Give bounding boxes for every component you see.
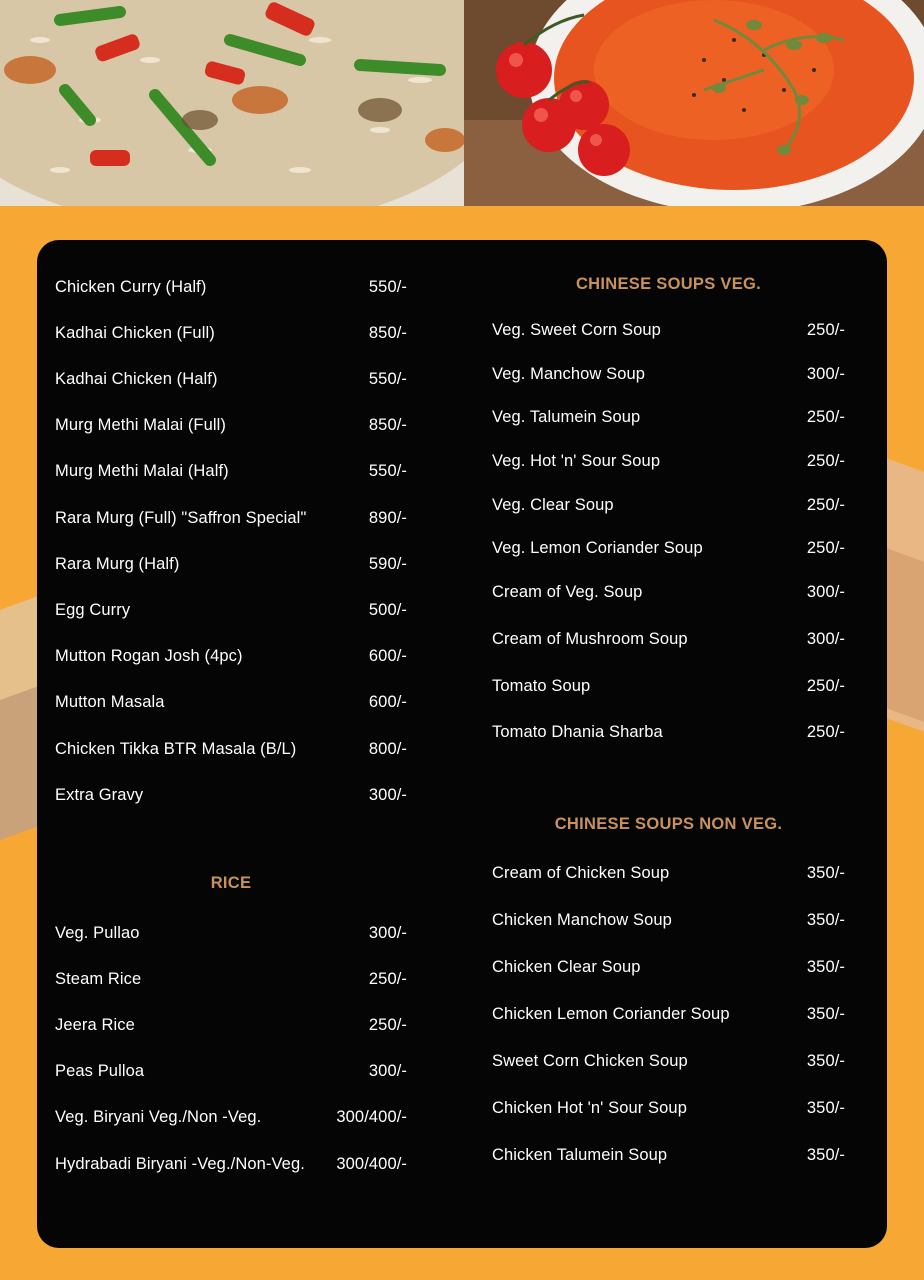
menu-item (492, 1093, 845, 1123)
menu-item-name: Veg. Pullao (55, 923, 140, 942)
menu-item-price: 250/- (806, 451, 845, 470)
menu-item (492, 315, 845, 345)
menu-item-price: 300/- (368, 1062, 407, 1081)
menu-item-price: 250/- (806, 538, 845, 557)
menu-item-price: 350/- (806, 1051, 845, 1070)
menu-item-price: 250/- (806, 320, 845, 339)
decorative-band (0, 595, 40, 844)
menu-item-price: 300/- (806, 629, 845, 648)
menu-item-name: Veg. Talumein Soup (492, 407, 641, 426)
menu-item-name: Kadhai Chicken (Half) (55, 369, 218, 388)
menu-item-name: Veg. Manchow Soup (492, 364, 646, 383)
menu-item-price: 350/- (806, 1098, 845, 1117)
menu-item (492, 858, 845, 888)
menu-item-name: Veg. Sweet Corn Soup (492, 320, 661, 339)
menu-item-price: 250/- (806, 495, 845, 514)
menu-item-price: 850/- (368, 323, 407, 342)
menu-item-name: Peas Pulloa (55, 1062, 145, 1081)
menu-item-name: Veg. Biryani Veg./Non -Veg. (55, 1108, 262, 1127)
menu-item-name: Chicken Curry (Half) (55, 277, 207, 296)
menu-item-name: Steam Rice (55, 969, 142, 988)
menu-item (55, 1010, 407, 1040)
menu-item (492, 1046, 845, 1076)
menu-item (55, 457, 407, 487)
menu-item-price: 250/- (806, 676, 845, 695)
menu-item-price: 890/- (368, 508, 407, 527)
menu-item-name: Veg. Lemon Coriander Soup (492, 538, 703, 557)
menu-item-price: 550/- (368, 369, 407, 388)
tomato-soup-photo (464, 0, 924, 206)
menu-item-price: 250/- (806, 407, 845, 426)
menu-item-price: 300/400/- (336, 1154, 407, 1173)
menu-item (55, 734, 407, 764)
menu-item-name: Chicken Manchow Soup (492, 910, 672, 929)
menu-item-name: Chicken Lemon Coriander Soup (492, 1004, 730, 1023)
menu-item (55, 318, 407, 348)
menu-item (492, 671, 845, 701)
menu-item (492, 402, 845, 432)
menu-item (492, 1140, 845, 1170)
menu-item (492, 952, 845, 982)
menu-item-price: 350/- (806, 863, 845, 882)
menu-item-name: Chicken Tikka BTR Masala (B/L) (55, 739, 297, 758)
menu-item (492, 624, 845, 654)
menu-item (55, 1149, 407, 1179)
menu-item-name: Sweet Corn Chicken Soup (492, 1051, 688, 1070)
menu-item (492, 359, 845, 389)
menu-item (55, 549, 407, 579)
menu-item-price: 350/- (806, 910, 845, 929)
fried-rice-photo (0, 0, 464, 206)
menu-item-price: 500/- (368, 600, 407, 619)
menu-item-price: 600/- (368, 693, 407, 712)
veg-soups-section-title: CHINESE SOUPS VEG. (575, 275, 762, 293)
menu-item (55, 503, 407, 533)
menu-item (492, 490, 845, 520)
menu-item-price: 350/- (806, 1004, 845, 1023)
menu-item (55, 411, 407, 441)
menu-item-name: Cream of Chicken Soup (492, 863, 670, 882)
menu-item (55, 1103, 407, 1133)
menu-item (55, 642, 407, 672)
menu-item-price: 600/- (368, 647, 407, 666)
menu-item-price: 300/- (368, 785, 407, 804)
menu-item-name: Mutton Rogan Josh (4pc) (55, 647, 243, 666)
menu-item-price: 800/- (368, 739, 407, 758)
menu-item-price: 300/- (368, 923, 407, 942)
decorative-band (0, 685, 40, 854)
menu-item-name: Murg Methi Malai (Full) (55, 416, 226, 435)
menu-item-name: Veg. Clear Soup (492, 495, 614, 514)
menu-item-name: Tomato Dhania Sharba (492, 722, 663, 741)
menu-item-price: 300/- (806, 364, 845, 383)
menu-item (492, 999, 845, 1029)
menu-item (55, 364, 407, 394)
menu-item-price: 550/- (368, 462, 407, 481)
menu-item-name: Chicken Hot 'n' Sour Soup (492, 1098, 687, 1117)
menu-item-name: Chicken Clear Soup (492, 957, 641, 976)
menu-panel (37, 240, 887, 1248)
menu-item-name: Cream of Veg. Soup (492, 582, 643, 601)
menu-item-price: 250/- (368, 1015, 407, 1034)
menu-item-name: Extra Gravy (55, 785, 144, 804)
nonveg-soups-section-title: CHINESE SOUPS NON VEG. (554, 815, 783, 833)
menu-item-price: 550/- (368, 277, 407, 296)
menu-item-price: 350/- (806, 957, 845, 976)
menu-item-name: Chicken Talumein Soup (492, 1145, 668, 1164)
menu-item (55, 964, 407, 994)
menu-item (55, 1057, 407, 1087)
menu-item (55, 688, 407, 718)
menu-item-price: 350/- (806, 1145, 845, 1164)
menu-item (492, 446, 845, 476)
menu-item-name: Rara Murg (Full) "Saffron Special" (55, 508, 307, 527)
menu-item-name: Egg Curry (55, 600, 131, 619)
menu-item (492, 905, 845, 935)
menu-item-price: 250/- (368, 969, 407, 988)
menu-item-name: Hydrabadi Biryani -Veg./Non-Veg. (55, 1154, 305, 1173)
menu-item (492, 717, 845, 747)
menu-item-name: Cream of Mushroom Soup (492, 629, 688, 648)
menu-item-name: Jeera Rice (55, 1015, 135, 1034)
menu-item-price: 850/- (368, 416, 407, 435)
menu-item-price: 300/- (806, 582, 845, 601)
menu-item-name: Kadhai Chicken (Full) (55, 323, 215, 342)
menu-item-name: Rara Murg (Half) (55, 554, 180, 573)
menu-item-name: Mutton Masala (55, 693, 165, 712)
menu-item (492, 533, 845, 563)
rice-section-title: RICE (210, 874, 252, 892)
menu-item-name: Tomato Soup (492, 676, 591, 695)
menu-item-name: Veg. Hot 'n' Sour Soup (492, 451, 661, 470)
menu-item-price: 590/- (368, 554, 407, 573)
menu-item-name: Murg Methi Malai (Half) (55, 462, 229, 481)
menu-item (492, 577, 845, 607)
menu-item (55, 780, 407, 810)
menu-item (55, 918, 407, 948)
menu-item (55, 272, 407, 302)
menu-item (55, 595, 407, 625)
menu-item-price: 250/- (806, 722, 845, 741)
menu-item-price: 300/400/- (336, 1108, 407, 1127)
